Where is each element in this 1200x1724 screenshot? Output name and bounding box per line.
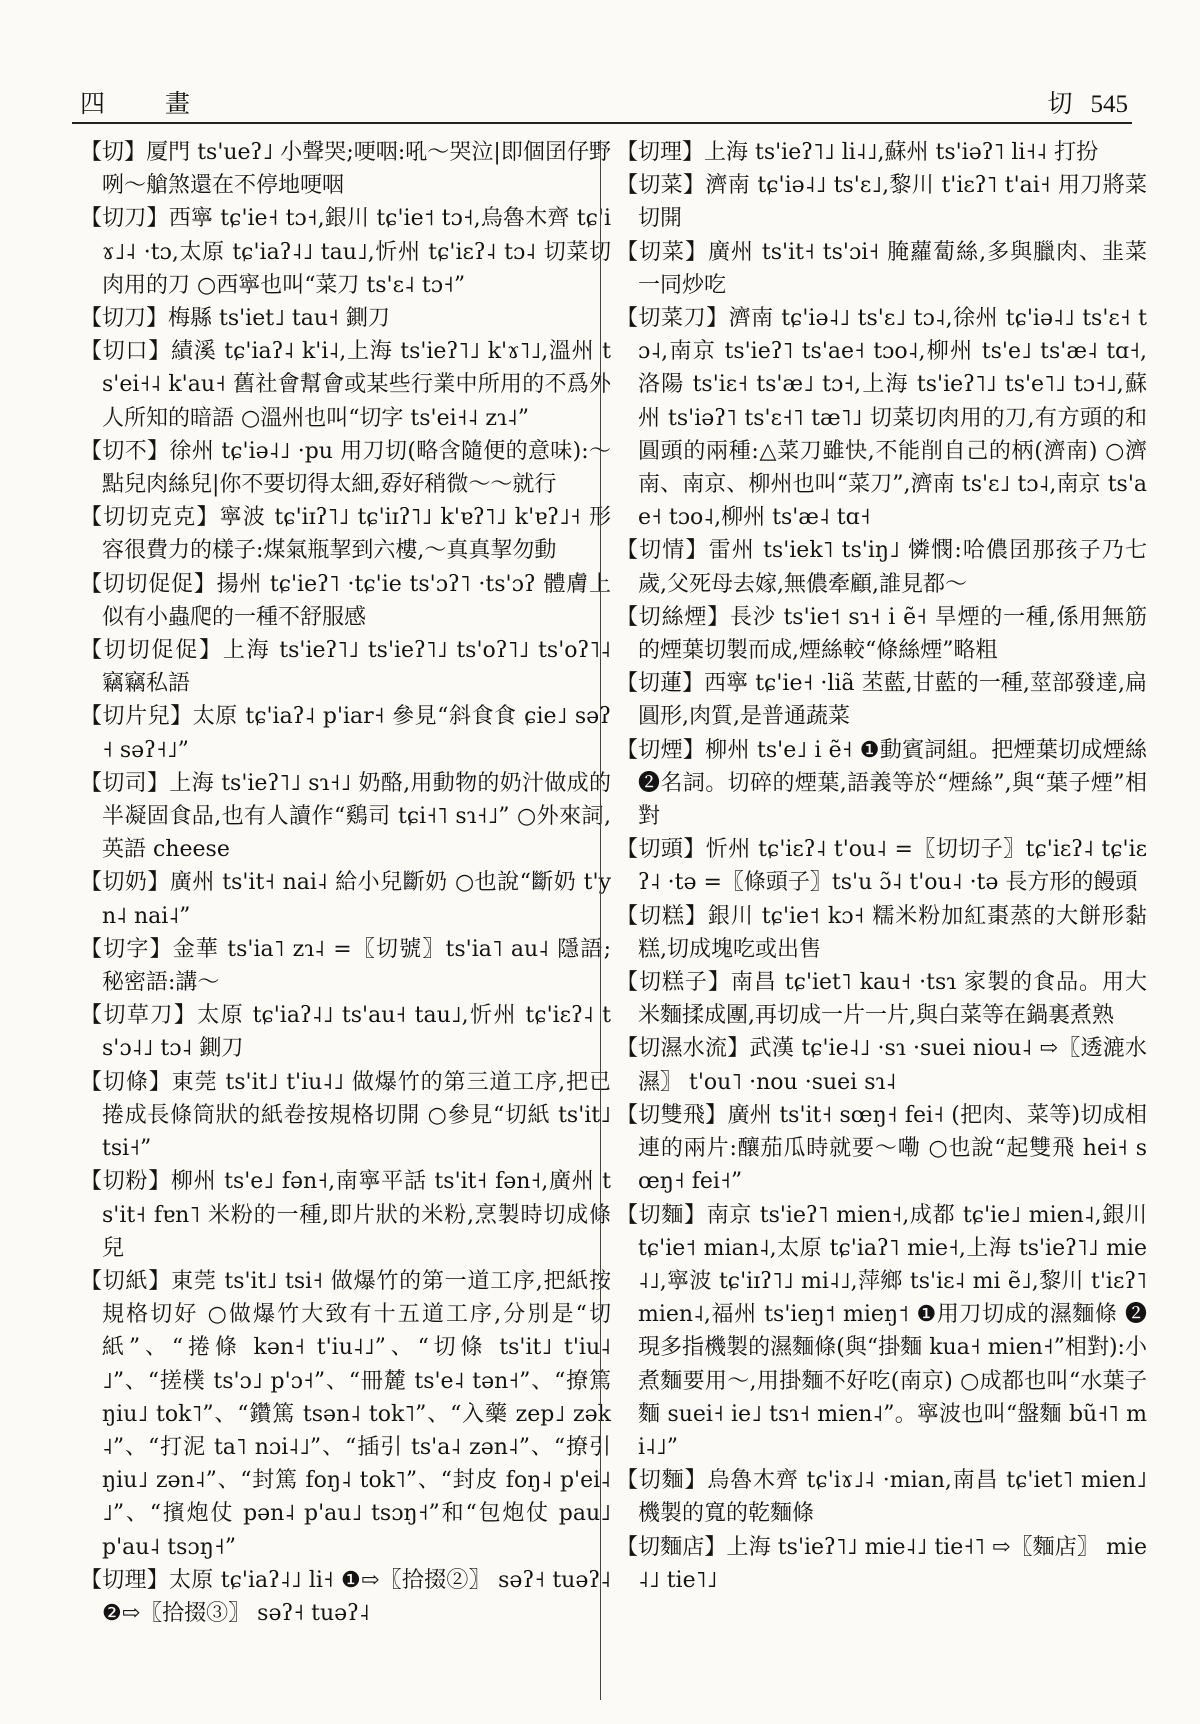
dictionary-entry: 【切麵】南京 ts'ieʔ˥ mien˧,成都 tɕ'ie˩ mien˨,銀川 tɕ'ie˦ mian˨,太原 tɕ'iaʔ˥ mie˧,上海 ts'ieʔ˥˩ mie˨˩,寧波 tɕ'iɪʔ˥˩ mi˨˩,萍鄉 ts'iɛ˨ mi ẽ˩,黎川 t'iɛʔ˥ mien˨,福州 ts'ieŋ˦ mieŋ˦ ❶用刀切成的濕麵條 ❷現多指機製的濕麵條(與“掛麵 kua˧ mien˧”相對):小煮麵要用～,用掛麵不好吃(南京) ○成都也叫“水葉子麵 suei˧ ie˩ tsɿ˧ mien˨”。寧波也叫“盤麵 bũ˧˥ mi˨˩” bbox=[616, 1202, 1147, 1460]
dictionary-entry: 【切絲煙】長沙 ts'ie˦ sɿ˧ i ẽ˧ 旱煙的一種,係用無筋的煙葉切製而成,煙絲較“條絲煙”略粗 bbox=[616, 604, 1147, 664]
dictionary-entry: 【切切促促】上海 ts'ieʔ˥˩ ts'ieʔ˥˩ ts'oʔ˥˩ ts'oʔ˥˨ 竊竊私語 bbox=[80, 638, 611, 697]
dictionary-entry: 【切刀】梅縣 ts'iet˩ tau˧ 鍘刀 bbox=[80, 306, 390, 332]
right-column bbox=[616, 136, 1147, 1597]
dictionary-entry: 【切條】東莞 ts'it˩ t'iu˨˩ 做爆竹的第三道工序,把已捲成長條筒狀的紙卷按規格切開 ○參見“切紙 ts'it˩ tsi˧” bbox=[80, 1069, 611, 1162]
dictionary-entry: 【切片兒】太原 tɕ'iaʔ˨ p'iar˧ 參見“斜食食 ɕie˩ səʔ˧ səʔ˧˩” bbox=[80, 704, 611, 763]
dictionary-entry: 【切頭】忻州 tɕ'iɛʔ˨ t'ou˨ =〖切切子〗tɕ'iɛʔ˨ tɕ'iɛʔ˨ ·tə =〖條頭子〗ts'u ɔ̃˨ t'ou˨ ·tə 長方形的饅頭 bbox=[616, 837, 1147, 896]
dictionary-entry: 【切口】績溪 tɕ'iaʔ˨ k'i˨,上海 ts'ieʔ˥˩ k'ɤ˥˩,溫州 ts'ei˧˨ k'au˧ 舊社會幫會或某些行業中所用的不爲外人所知的暗語 ○溫州也叫“切字 ts'ei˧˨ zɿ˨” bbox=[80, 339, 611, 431]
dictionary-entry: 【切麵】烏魯木齊 tɕ'iɤ˩˨ ·mian,南昌 tɕ'iet˥ mien˩ 機製的寬的乾麵條 bbox=[616, 1468, 1147, 1527]
dictionary-entry: 【切菜】濟南 tɕ'iə˨˩ ts'ɛ˩,黎川 t'iɛʔ˥ t'ai˧ 用刀將菜切開 bbox=[616, 173, 1147, 232]
header-rule bbox=[72, 122, 1132, 124]
dictionary-entry: 【切濕水流】武漢 tɕ'ie˨˩ ·sɿ ·suei niou˨ ⇨〖透漉水濕〗 t'ou˥ ·nou ·suei sɿ˨ bbox=[616, 1036, 1147, 1095]
header-char: 切 bbox=[1047, 89, 1073, 118]
dictionary-entry: 【切理】上海 ts'ieʔ˥˩ li˨˩,蘇州 ts'iəʔ˥ li˧˨ 打扮 bbox=[616, 140, 1099, 165]
dictionary-entry: 【切糕】銀川 tɕ'ie˦ kɔ˧ 糯米粉加紅棗蒸的大餅形黏糕,切成塊吃或出售 bbox=[616, 903, 1147, 962]
dictionary-entry: 【切不】徐州 tɕ'iə˨˩ ·pu 用刀切(略含隨便的意味):～點兒肉絲兒|你不要切得太細,孬好稍微～～就行 bbox=[80, 438, 611, 498]
dictionary-entry: 【切草刀】太原 tɕ'iaʔ˨˩ ts'au˧ tau˩,忻州 tɕ'iɛʔ˨ ts'ɔ˨˩ tɔ˨ 鍘刀 bbox=[80, 1003, 611, 1062]
dictionary-entry: 【切菜刀】濟南 tɕ'iə˨˩ ts'ɛ˩ tɔ˨,徐州 tɕ'iə˨˩ ts'ɛ˧ tɔ˨,南京 ts'ieʔ˥ ts'ae˧ tɔo˨,柳州 ts'e˩ ts'æ˨ tɑ˧,洛陽 ts'iɛ˧ ts'æ˩ tɔ˧,上海 ts'ieʔ˥˩ ts'e˥˩ tɔ˧˩,蘇州 ts'iəʔ˥ ts'ɛ˧˥ tæ˥˩ 切菜切肉用的刀,有方頭的和圓頭的兩種:△菜刀雖快,不能削自己的柄(濟南) ○濟南、南京、柳州也叫“菜刀”,濟南 ts'ɛ˩ tɔ˨,南京 ts'ae˧ tɔo˨,柳州 ts'æ˨ tɑ˧ bbox=[616, 306, 1147, 531]
dictionary-entry: 【切菜】廣州 ts'it˧ ts'ɔi˧ 腌蘿蔔絲,多與臘肉、韭菜一同炒吃 bbox=[616, 239, 1147, 298]
dictionary-entry: 【切字】金華 ts'ia˥ zɿ˨ =〖切號〗ts'ia˥ au˨ 隱語;秘密語:講～ bbox=[80, 936, 611, 996]
page-number: 545 bbox=[1090, 91, 1128, 118]
dictionary-entry: 【切刀】西寧 tɕ'ie˧ tɔ˧,銀川 tɕ'ie˦ tɔ˧,烏魯木齊 tɕ'iɤ˩˨ ·tɔ,太原 tɕ'iaʔ˨˩ tau˩,忻州 tɕ'iɛʔ˨ tɔ˨ 切菜切肉用的刀 ○西寧也叫“菜刀 ts'ɛ˨ tɔ˧” bbox=[80, 206, 611, 298]
dictionary-entry: 【切切克克】寧波 tɕ'iɪʔ˥˩ tɕ'iɪʔ˥˩ k'ɐʔ˥˩ k'ɐʔ˩˧ 形容很費力的樣子:煤氣瓶挈到六樓,～真真挈勿動 bbox=[80, 505, 611, 564]
dictionary-entry: 【切理】太原 tɕ'iaʔ˨˩ li˧ ❶⇨〖拾掇②〗 səʔ˧ tuəʔ˨ ❷⇨〖拾掇③〗 səʔ˧ tuəʔ˨ bbox=[80, 1567, 611, 1626]
header-right bbox=[1047, 84, 1128, 120]
section-title: 四 畫 bbox=[80, 89, 216, 118]
dictionary-entry: 【切紙】東莞 ts'it˩ tsi˧ 做爆竹的第一道工序,把紙按規格切好 ○做爆竹大致有十五道工序,分別是“切紙”、“捲條 kən˧ t'iu˨˩”、“切條 ts'it˩ t'iu˨˩”、“搓樸 ts'ɔ˩ p'ɔ˧”、“冊麓 ts'e˨ tən˧”、“撩篤 ŋiu˩ tok˥”、“鑽篤 tsən˨ tok˥”、“入藥 zep˩ zək˨”、“打泥 ta˥ nɔi˨˩”、“插引 ts'a˨ zən˨”、“撩引 ŋiu˩ zən˨”、“封篤 foŋ˨ tok˥”、“封皮 foŋ˨ p'ei˨˩”、“擯炮仗 pən˨ p'au˩ tsɔŋ˧”和“包炮仗 pau˩ p'au˨ tsɔŋ˧” bbox=[80, 1268, 611, 1560]
dictionary-entry: 【切麵店】上海 ts'ieʔ˥˩ mie˨˩ tie˧˥ ⇨〖麵店〗 mie˨˩ tie˥˩ bbox=[616, 1534, 1147, 1593]
dictionary-entry: 【切雙飛】廣州 ts'it˧ sœŋ˧ fei˧ (把肉、菜等)切成相連的兩片:釀茄瓜時就要～嘞 ○也說“起雙飛 hei˧ sœŋ˧ fei˧” bbox=[616, 1102, 1147, 1195]
dictionary-entry: 【切奶】廣州 ts'it˧ nai˨ 給小兒斷奶 ○也說“斷奶 t'yn˨ nai˨” bbox=[80, 870, 611, 929]
dictionary-entry: 【切司】上海 ts'ieʔ˥˩ sɿ˧˩ 奶酪,用動物的奶汁做成的半凝固食品,也有人讀作“鷄司 tɕi˧˥ sɿ˧˩” ○外來詞,英語 cheese bbox=[80, 770, 611, 863]
dictionary-entry: 【切蓮】西寧 tɕ'ie˧ ·liã 苤藍,甘藍的一種,莖部發達,扁圓形,肉質,是普通蔬菜 bbox=[616, 671, 1147, 730]
dictionary-entry: 【切粉】柳州 ts'e˩ fən˧,南寧平話 ts'it˧ fən˧,廣州 ts'it˧ fɐn˥ 米粉的一種,即片狀的米粉,烹製時切成條兒 bbox=[80, 1169, 611, 1261]
column-divider bbox=[600, 140, 601, 1700]
dictionary-entry: 【切】厦門 ts'ueʔ˩ 小聲哭;哽咽:吼～哭泣|即個囝仔野咧～艙煞還在不停地哽咽 bbox=[80, 140, 611, 199]
dictionary-entry: 【切情】雷州 ts'iek˥ ts'iŋ˩ 憐憫:哈儂囝那孩子乃七歲,父死母去嫁,無儂牽顧,誰見都～ bbox=[616, 538, 1147, 597]
left-column bbox=[80, 136, 611, 1630]
dictionary-entry: 【切切促促】揚州 tɕ'ieʔ˥ ·tɕ'ie ts'ɔʔ˥ ·ts'ɔʔ 體膚上似有小蟲爬的一種不舒服感 bbox=[80, 571, 611, 630]
dictionary-entry: 【切糕子】南昌 tɕ'iet˥ kau˧ ·tsɿ 家製的食品。用大米麵揉成團,再切成一片一片,與白菜等在鍋裏煮熟 bbox=[616, 970, 1147, 1029]
dictionary-entry: 【切煙】柳州 ts'e˩ i ẽ˧ ❶動賓詞組。把煙葉切成煙絲 ❷名詞。切碎的煙葉,語義等於“煙絲”,與“葉子煙”相對 bbox=[616, 737, 1147, 830]
page-header bbox=[78, 82, 1128, 122]
